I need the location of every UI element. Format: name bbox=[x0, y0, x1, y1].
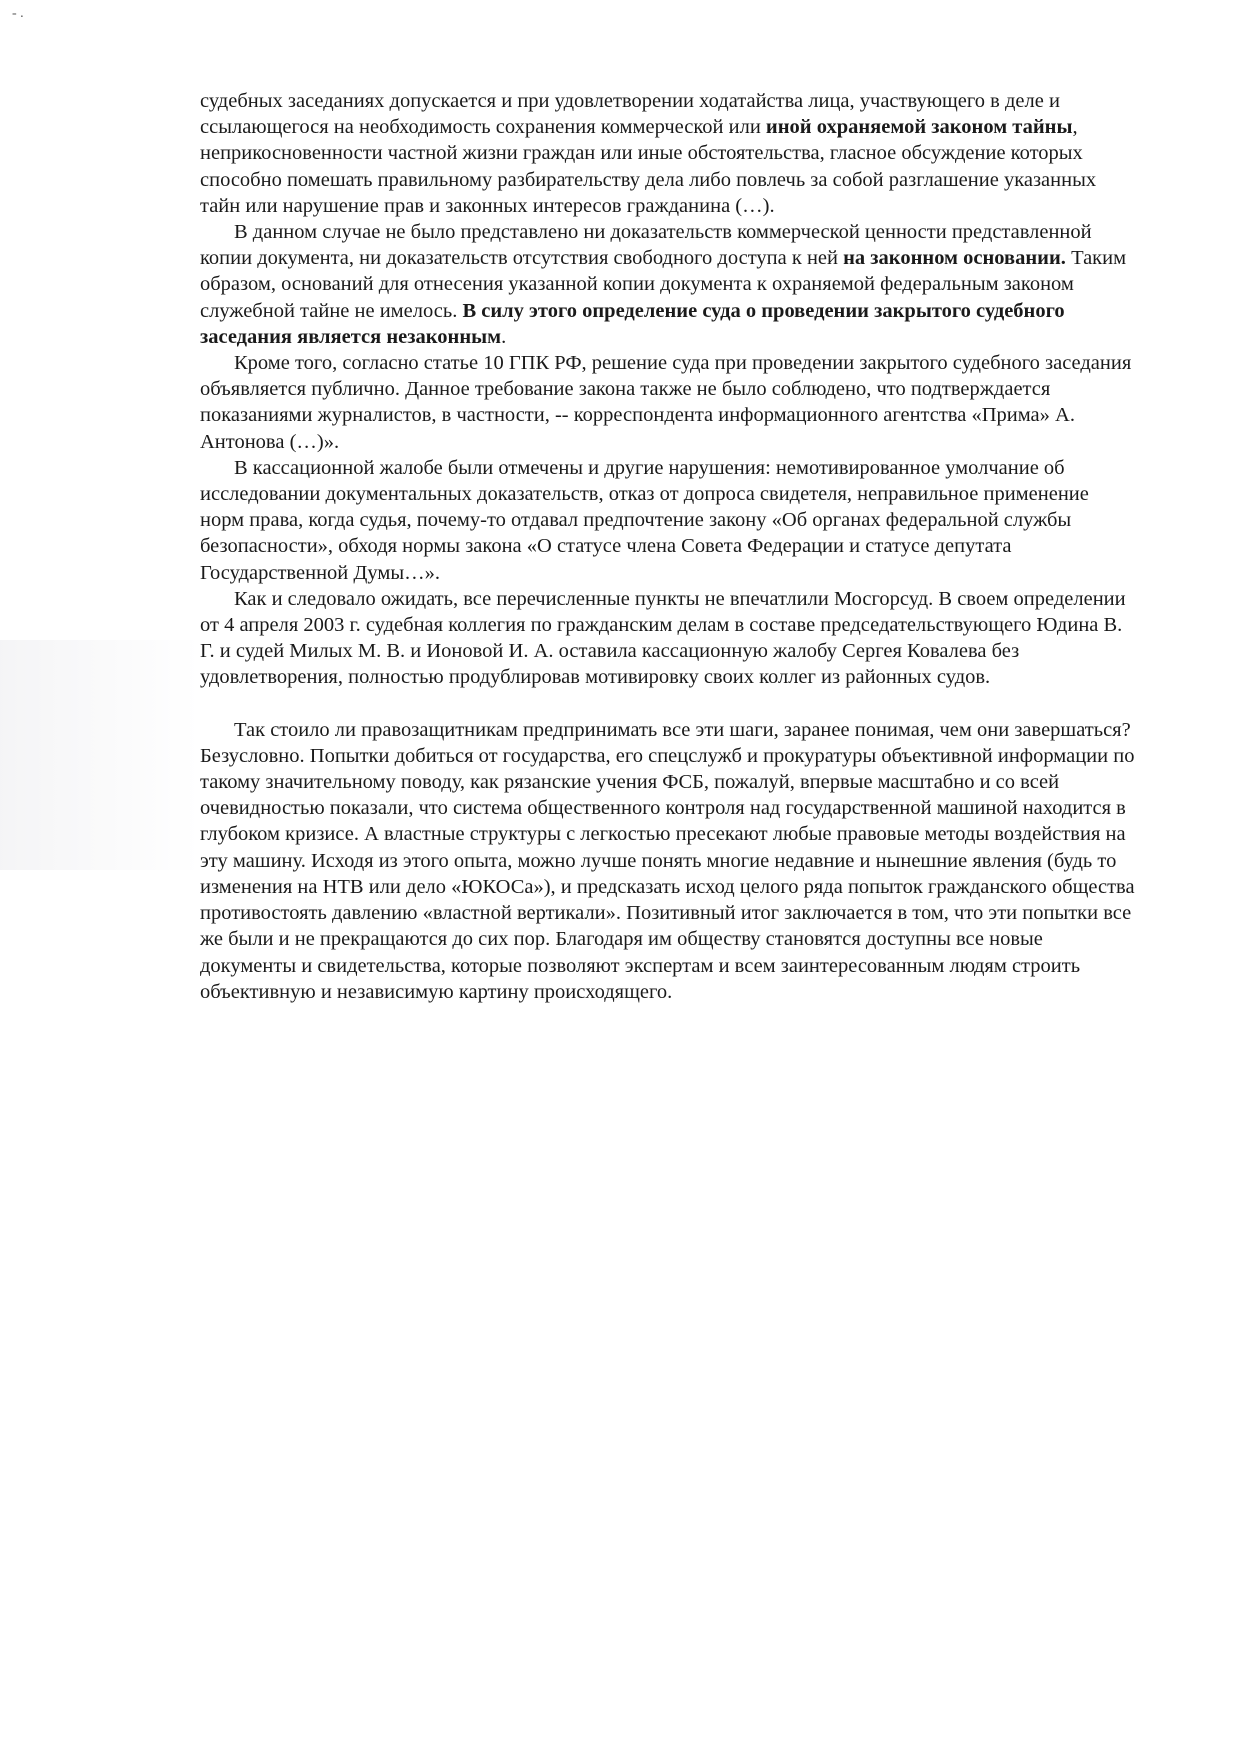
text-segment: , неприкосновенности частной жизни граждан или иные обстоятельства, гласное обсуждение которых способно помешать правильному разбирательству дела либо повлечь за собой разглашение указанных тайн или нарушение прав и законных интересов гражданина (…). bbox=[200, 116, 1097, 217]
text-segment: Так стоило ли правозащитникам предпринимать все эти шаги, заранее понимая, чем они завершаться? Безусловно. Попытки добиться от государства, его спецслужб и прокуратуры объективной информации по такому значительному поводу, как рязанские учения ФСБ, пожалуй, впервые масштабно и со всей очевидностью показали, что система общественного контроля над государственной машиной находится в глубоком кризисе. А властные структуры с легкостью пресекают любые правовые методы воздействия на эту машину. Исходя из этого опыта, можно лучше понять многие недавние и нынешние явления (будь то изменения на НТВ или дело «ЮКОСа»), и предсказать исход целого ряда попыток гражданского общества противостоять давлению «властной вертикали». Позитивный итог заключается в том, что эти попытки все же были и не прекращаются до сих пор. Благодаря им обществу становятся доступны все новые документы и свидетельства, которые позволяют экспертам и всем заинтересованным людям строить объективную и независимую картину происходящего. bbox=[200, 718, 1135, 1003]
paragraph-5 bbox=[200, 586, 1135, 691]
text-segment-bold: В силу этого определение суда о проведении закрытого судебного заседания является незаконным bbox=[200, 299, 1065, 348]
paragraph-4 bbox=[200, 455, 1135, 586]
text-segment: Как и следовало ожидать, все перечисленные пункты не впечатлили Мосгорсуд. В своем определении от 4 апреля 2003 г. судебная коллегия по гражданским делам в составе председательствующего Юдина В. Г. и судей Милых М. В. и Ионовой И. А. оставила кассационную жалобу Сергея Ковалева без удовлетворения, полностью продублировав мотивировку своих коллег из районных судов. bbox=[200, 587, 1126, 689]
paragraph-2 bbox=[200, 219, 1135, 350]
text-segment-bold: на законном основании. bbox=[843, 247, 1066, 270]
text-segment: Кроме того, согласно статье 10 ГПК РФ, решение суда при проведении закрытого судебного заседания объявляется публично. Данное требование закона также не было соблюдено, что подтверждается показаниями журналистов, в частности, -- корреспондента информационного агентства «Прима» А. Антонова (…)». bbox=[200, 352, 1132, 453]
paragraph-3 bbox=[200, 350, 1135, 455]
paragraph-1 bbox=[200, 88, 1135, 219]
text-segment: . bbox=[501, 325, 507, 348]
scan-mark: - . bbox=[12, 6, 24, 21]
scan-shadow bbox=[0, 640, 200, 870]
text-segment: судебных заседаниях допускается и при удовлетворении ходатайства лица, участвующего в деле и ссылающегося на необходимость сохранения коммерческой или bbox=[200, 90, 1060, 139]
text-segment: В данном случае не было представлено ни доказательств коммерческой ценности представленной копии документа, ни доказательств отсутствия свободного доступа к ней bbox=[200, 221, 1092, 270]
text-segment: В кассационной жалобе были отмечены и другие нарушения: немотивированное умолчание об исследовании документальных доказательств, отказ от допроса свидетеля, неправильное применение норм права, когда судья, почему-то отдавал предпочтение закону «Об органах федеральной службы безопасности», обходя нормы закона «О статусе члена Совета Федерации и статусе депутата Государственной Думы…». bbox=[200, 456, 1089, 584]
document-body bbox=[200, 88, 1135, 1005]
text-segment: Таким образом, оснований для отнесения указанной копии документа к охраняемой федеральным законом служебной тайне не имелось. bbox=[200, 247, 1127, 322]
text-segment-bold: иной охраняемой законом тайны bbox=[765, 116, 1073, 139]
paragraph-6 bbox=[200, 717, 1135, 1005]
